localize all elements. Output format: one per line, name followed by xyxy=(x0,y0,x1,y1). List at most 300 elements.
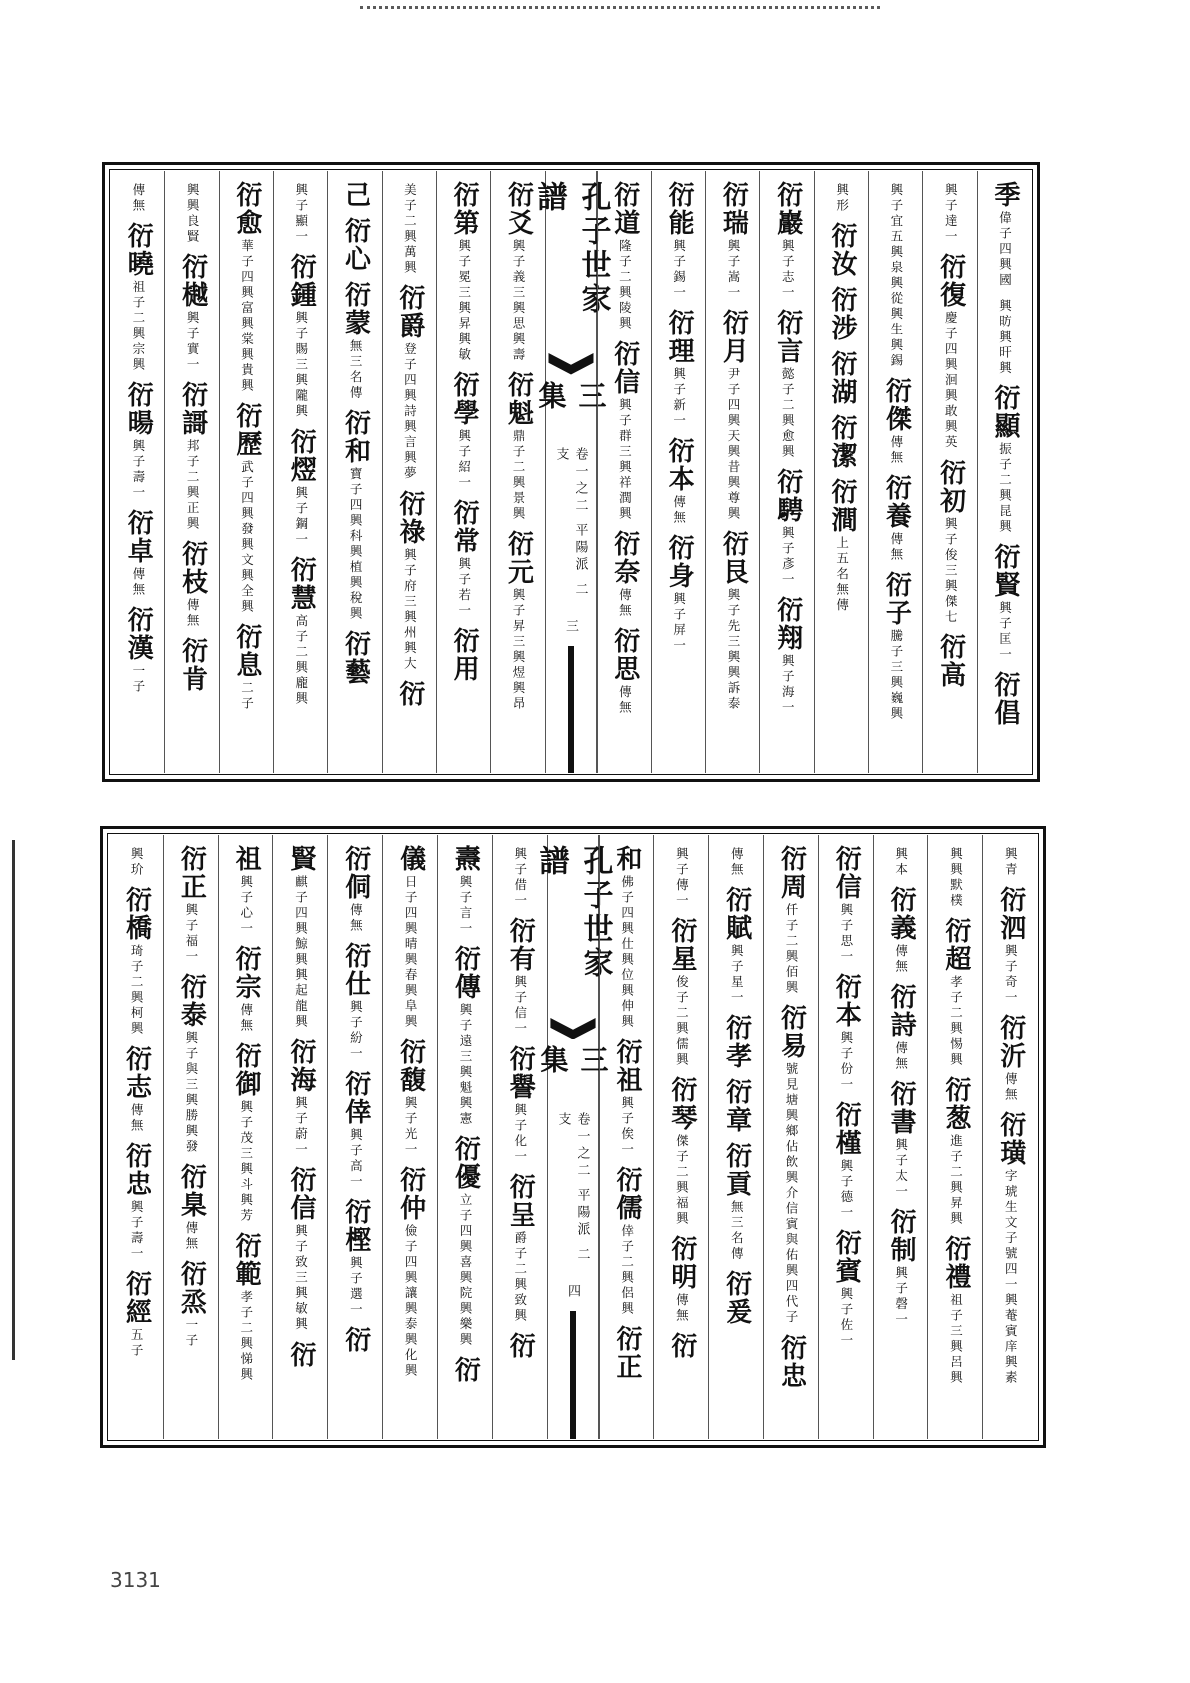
genealogy-entry xyxy=(776,845,807,996)
text-column xyxy=(977,171,1031,773)
text-column xyxy=(705,171,759,773)
descendant-note: 興子紹一 xyxy=(456,429,472,491)
person-name: 衍慧 xyxy=(286,555,317,612)
genealogy-entry xyxy=(611,627,638,716)
descendant-note: 傳無 xyxy=(893,1041,909,1072)
genealogy-entry xyxy=(450,1135,481,1348)
person-name: 衍奈 xyxy=(609,530,640,586)
descendant-note: 傑子二興福興 xyxy=(674,1134,690,1227)
genealogy-entry xyxy=(827,350,858,406)
person-name: 衍馥 xyxy=(395,1038,426,1094)
descendant-note: 興子高一 xyxy=(348,1128,364,1190)
descendant-note: 孝子二興悌興 xyxy=(238,1290,254,1383)
genealogy-entry xyxy=(123,606,154,695)
person-name: 衍賢 xyxy=(989,543,1020,599)
text-column xyxy=(218,835,273,1439)
person-name: 衍瑞 xyxy=(718,181,749,237)
person-name: 衍巖 xyxy=(772,181,803,237)
text-column xyxy=(708,835,763,1439)
descendant-note: 興子份一 xyxy=(838,1031,854,1093)
person-name: 衍理 xyxy=(664,309,695,365)
genealogy-entry xyxy=(886,1208,917,1328)
genealogy-entry xyxy=(505,1173,536,1324)
descendant-note: 隆子二興陵興 xyxy=(617,239,633,332)
descendant-note: 興子選一 xyxy=(348,1256,364,1318)
person-name: 衍爰 xyxy=(721,1270,752,1326)
person-name: 衍 xyxy=(340,1326,371,1354)
genealogy-entry xyxy=(233,623,260,712)
descendant-note: 懿子二興愈興 xyxy=(780,367,796,460)
genealogy-entry xyxy=(340,181,371,209)
genealogy-entry xyxy=(612,1325,643,1381)
descendant-note: 二子 xyxy=(239,681,255,712)
person-name: 衍譽 xyxy=(505,1045,536,1101)
person-name: 衍泗 xyxy=(995,886,1026,942)
genealogy-entry xyxy=(611,530,638,619)
person-name: 賢 xyxy=(285,845,316,873)
person-name: 衍熤 xyxy=(286,427,317,484)
person-name: 衍子 xyxy=(881,571,912,627)
person-name: 衍身 xyxy=(664,534,695,590)
person-name: 衍信 xyxy=(831,845,862,901)
folio-number: 四 xyxy=(565,1284,580,1302)
descendant-note: 興子俊三興傑七 xyxy=(943,516,959,625)
text-column xyxy=(219,171,273,773)
genealogy-entry xyxy=(286,555,317,707)
genealogy-entry xyxy=(396,680,423,708)
genealogy-entry xyxy=(943,181,957,245)
genealogy-entry xyxy=(287,1038,314,1158)
descendant-note: 興子昇三興煜興昂 xyxy=(511,588,527,712)
genealogy-entry xyxy=(612,1166,643,1317)
person-name: 衍翔 xyxy=(772,596,803,652)
descendant-note: 倖子二興侶興 xyxy=(619,1224,635,1317)
person-name: 衍魁 xyxy=(503,371,534,427)
descendant-note: 字琥生文子號四一興菴賓庠興素 xyxy=(1003,1169,1019,1386)
person-name: 衍正 xyxy=(176,845,207,901)
genealogy-entry xyxy=(449,627,480,683)
genealogy-entry xyxy=(505,1045,536,1165)
person-name: 衍泰 xyxy=(176,973,207,1029)
person-name: 衍優 xyxy=(450,1135,481,1191)
genealogy-entry xyxy=(942,1076,969,1227)
person-name: 衍星 xyxy=(666,917,697,973)
person-name: 衍湖 xyxy=(827,350,858,406)
person-name: 衍卓 xyxy=(123,509,154,565)
person-name: 衍忠 xyxy=(776,1333,807,1390)
descendant-note: 興子奇一 xyxy=(1003,944,1019,1006)
person-name: 衍復 xyxy=(935,253,966,309)
person-name: 衍汝 xyxy=(827,222,858,278)
descendant-note: 進子二興昇興 xyxy=(948,1134,964,1227)
descendant-note: 傳無 xyxy=(1003,1072,1019,1103)
person-name: 衍暘 xyxy=(123,381,154,437)
person-name: 衍志 xyxy=(121,1045,152,1101)
genealogy-entry xyxy=(881,474,912,563)
genealogy-entry xyxy=(287,1166,314,1333)
genealogy-entry xyxy=(395,1166,426,1379)
genealogy-entry xyxy=(340,281,371,401)
genealogy-entry xyxy=(177,540,208,629)
descendant-note: 興子嵩一 xyxy=(725,239,741,301)
genealogy-entry xyxy=(129,845,143,878)
descendant-note: 邦子二興正興 xyxy=(185,439,201,532)
genealogy-entry xyxy=(935,458,966,626)
book-title: 孔子世家譜 xyxy=(531,181,611,317)
descendant-note: 興子府三興州興大 xyxy=(402,547,418,672)
descendant-note: 仟子二興佰興 xyxy=(784,903,800,996)
genealogy-entry xyxy=(177,381,208,532)
person-name: 季 xyxy=(989,181,1020,209)
genealogy-entry xyxy=(176,1163,207,1252)
person-name: 衍初 xyxy=(935,458,966,515)
descendant-note: 偉子四興國 xyxy=(997,211,1013,289)
genealogy-entry xyxy=(130,181,144,214)
volume-branch-note: 卷一之二 平陽派 二支 xyxy=(553,447,588,600)
genealogy-entry xyxy=(721,1142,752,1262)
genealogy-entry xyxy=(991,384,1018,535)
descendant-note: 興昉興旰興 xyxy=(997,298,1013,376)
person-name: 衍心 xyxy=(340,217,371,273)
genealogy-entry xyxy=(287,1341,314,1369)
person-name: 衍制 xyxy=(886,1208,917,1264)
person-name: 衍貢 xyxy=(721,1142,752,1198)
genealogy-entry xyxy=(886,886,917,975)
genealogy-entry xyxy=(772,181,803,301)
genealogy-entry xyxy=(611,181,638,332)
person-name: 衍常 xyxy=(449,499,480,555)
genealogy-entry xyxy=(995,1014,1026,1103)
descendant-note: 傳無 xyxy=(185,598,201,629)
genealogy-entry xyxy=(827,478,858,614)
descendant-note: 興子匡一 xyxy=(997,601,1013,663)
genealogy-entry xyxy=(231,1042,262,1224)
genealogy-entry xyxy=(718,181,749,301)
descendant-note: 一子 xyxy=(183,1318,199,1349)
person-name: 衍 xyxy=(285,1340,316,1369)
genealogy-entry xyxy=(668,917,695,1068)
person-name: 衍謌 xyxy=(177,381,208,437)
genealogy-entry xyxy=(827,286,858,342)
descendant-note: 傳無 xyxy=(893,944,909,975)
descendant-note: 興子達一 xyxy=(943,183,959,245)
person-name: 衍書 xyxy=(886,1080,917,1136)
person-name: 衍璜 xyxy=(995,1111,1026,1167)
descendant-note: 興子思一 xyxy=(838,903,854,965)
book-title: 孔子世家譜 xyxy=(533,845,613,981)
descendant-note: 琦子二興柯興 xyxy=(129,944,145,1037)
person-name: 衍能 xyxy=(664,181,695,237)
text-column xyxy=(814,171,868,773)
descendant-note: 興子賜三興隴興 xyxy=(293,311,309,420)
person-name: 和 xyxy=(612,845,643,873)
descendant-note: 興子與三興勝興發 xyxy=(183,1031,199,1155)
person-name: 衍倡 xyxy=(989,671,1020,727)
descendant-note: 無三名傳 xyxy=(729,1200,745,1262)
person-name: 衍易 xyxy=(776,1004,807,1060)
person-name: 衍騁 xyxy=(772,468,803,524)
person-name: 祖 xyxy=(231,845,262,873)
genealogy-entry xyxy=(612,1038,643,1158)
descendant-note: 興子心一 xyxy=(238,875,254,937)
descendant-note: 興玠 xyxy=(129,847,145,878)
descendant-note: 興子俟一 xyxy=(619,1096,635,1158)
genealogy-entry xyxy=(121,1270,152,1359)
volume-branch-note: 卷一之二 平陽派 二支 xyxy=(555,1112,590,1265)
genealogy-entry xyxy=(834,181,848,214)
descendant-note: 興子福一 xyxy=(183,903,199,965)
genealogy-entry xyxy=(889,181,903,369)
genealogy-entry xyxy=(450,945,481,1127)
descendant-note: 上五名無傳 xyxy=(834,536,850,614)
text-column xyxy=(164,171,218,773)
descendant-note: 騰子三興巍興 xyxy=(888,629,904,722)
genealogy-entry xyxy=(729,845,743,878)
genealogy-page-lower xyxy=(100,826,1046,1448)
genealogy-entry xyxy=(668,1076,695,1227)
descendant-note: 傳無 xyxy=(238,1003,254,1034)
text-column xyxy=(922,171,976,773)
genealogy-entry xyxy=(340,630,371,686)
person-name: 衍超 xyxy=(940,917,971,973)
genealogy-entry xyxy=(827,414,858,470)
genealogy-entry xyxy=(721,1078,752,1134)
person-name: 衍海 xyxy=(285,1038,316,1094)
genealogy-entry xyxy=(991,543,1018,663)
text-column xyxy=(273,171,327,773)
descendant-note: 爵子二興致興 xyxy=(512,1231,528,1324)
text-column xyxy=(651,171,705,773)
descendant-note: 興子宜五興泉興從興生興錫 xyxy=(888,183,904,369)
genealogy-entry xyxy=(721,1270,752,1326)
text-column xyxy=(599,835,654,1439)
descendant-note: 麒子四興鯨興興起龍興 xyxy=(293,875,309,1030)
fold-bar xyxy=(568,646,574,773)
person-name: 衍仕 xyxy=(340,942,371,998)
descendant-note: 傳無 xyxy=(617,685,633,716)
person-name: 衍高 xyxy=(935,633,966,689)
person-name: 衍正 xyxy=(612,1325,643,1381)
person-name: 衍倖 xyxy=(340,1070,371,1126)
genealogy-entry xyxy=(176,1260,207,1349)
person-name: 衍第 xyxy=(449,181,480,237)
text-column xyxy=(382,835,437,1439)
descendant-note: 興子德一 xyxy=(838,1159,854,1221)
person-name: 衍賦 xyxy=(721,886,752,942)
text-column xyxy=(982,835,1037,1439)
genealogy-entry xyxy=(948,845,962,909)
person-name: 衍烝 xyxy=(176,1260,207,1316)
genealogy-entry xyxy=(123,509,154,598)
descendant-note: 興子實一 xyxy=(185,311,201,373)
descendant-note: 鼎子二興景興 xyxy=(511,429,527,522)
person-name: 衍 xyxy=(666,1332,697,1360)
genealogy-entry xyxy=(881,571,912,722)
descendant-note: 五子 xyxy=(129,1328,145,1359)
person-name: 衍葱 xyxy=(940,1076,971,1132)
genealogy-entry xyxy=(995,1111,1026,1386)
genealogy-entry xyxy=(772,468,803,588)
descendant-note: 慶子四興洄興敢興英 xyxy=(943,311,959,451)
genealogy-entry xyxy=(772,596,803,716)
person-name: 衍橋 xyxy=(121,886,152,942)
person-name: 衍呈 xyxy=(505,1173,536,1229)
text-column xyxy=(873,835,928,1439)
descendant-note: 傳無 xyxy=(674,1293,690,1324)
descendant-note: 興子化一 xyxy=(512,1103,528,1165)
fishtail-ornament-icon xyxy=(550,1018,596,1040)
text-column xyxy=(653,835,708,1439)
descendant-note: 傳無 xyxy=(348,903,364,934)
descendant-note: 無三名傳 xyxy=(348,339,364,401)
person-name: 衍鍾 xyxy=(286,253,317,309)
descendant-note: 興青 xyxy=(1003,847,1019,878)
person-name: 衍道 xyxy=(609,181,640,237)
genealogy-entry xyxy=(776,1004,807,1326)
person-name: 衍樫 xyxy=(340,1198,371,1254)
genealogy-entry xyxy=(1003,845,1017,878)
descendant-note: 儉子四興讓興泰興化興 xyxy=(403,1224,419,1379)
collection-label: 三集 xyxy=(536,1045,610,1077)
genealogy-entry xyxy=(287,845,314,1030)
descendant-note: 傳無 xyxy=(129,1103,145,1134)
person-name: 衍詩 xyxy=(886,983,917,1039)
scan-margin-rule xyxy=(12,840,15,1360)
person-name: 衍爵 xyxy=(394,284,425,340)
person-name: 衍孝 xyxy=(721,1014,752,1070)
descendant-note: 傳無 xyxy=(130,567,146,598)
genealogy-entry xyxy=(721,886,752,1006)
genealogy-entry xyxy=(935,633,966,689)
text-column xyxy=(382,171,436,773)
descendant-note: 興子壽一 xyxy=(129,1200,145,1262)
genealogy-entry xyxy=(827,222,858,278)
descendant-note: 興子致三興敏興 xyxy=(293,1224,309,1333)
descendant-note: 興子錫一 xyxy=(671,239,687,301)
person-name: 衍忠 xyxy=(121,1142,152,1198)
genealogy-entry xyxy=(450,845,481,937)
text-column xyxy=(763,835,818,1439)
genealogy-entry xyxy=(935,253,966,451)
descendant-note: 孝子二興惕興 xyxy=(948,975,964,1068)
descendant-note: 興子蔚一 xyxy=(293,1096,309,1158)
person-name: 衍爻 xyxy=(503,181,534,237)
descendant-note: 興子借一 xyxy=(512,847,528,909)
descendant-note: 興子屏一 xyxy=(671,592,687,654)
descendant-note: 興子太一 xyxy=(893,1138,909,1200)
descendant-note: 興子新一 xyxy=(671,367,687,429)
person-name: 衍元 xyxy=(503,530,534,586)
descendant-note: 興形 xyxy=(834,183,850,214)
descendant-note: 興子冕三興昇興敏 xyxy=(456,239,472,363)
text-column xyxy=(759,171,813,773)
person-name: 衍信 xyxy=(609,340,640,396)
genealogy-entry xyxy=(503,371,534,522)
person-name: 衍祿 xyxy=(394,489,425,546)
person-name: 衍明 xyxy=(666,1235,697,1291)
text-column xyxy=(272,835,327,1439)
genealogy-entry xyxy=(893,845,907,878)
genealogy-entry xyxy=(942,1235,969,1386)
person-name: 衍 xyxy=(450,1356,481,1384)
genealogy-entry xyxy=(512,845,526,909)
genealogy-entry xyxy=(395,845,426,1030)
genealogy-entry xyxy=(123,222,154,373)
descendant-note: 傳無 xyxy=(130,183,146,214)
descendant-note: 振子二興昆興 xyxy=(997,442,1013,535)
person-name: 衍宗 xyxy=(231,945,262,1001)
genealogy-entry xyxy=(831,845,862,965)
person-name: 衍琴 xyxy=(666,1076,697,1132)
descendant-note: 興子若一 xyxy=(456,557,472,619)
genealogy-entry xyxy=(176,845,207,965)
genealogy-entry xyxy=(233,181,260,394)
genealogy-entry xyxy=(942,917,969,1068)
person-name: 衍漢 xyxy=(123,606,154,662)
genealogy-entry xyxy=(396,284,423,482)
person-name: 衍侗 xyxy=(340,845,371,901)
genealogy-entry xyxy=(231,1232,262,1383)
text-column xyxy=(818,835,873,1439)
text-column xyxy=(327,171,381,773)
scan-residue-top xyxy=(360,6,880,23)
genealogy-entry xyxy=(721,1014,752,1070)
genealogy-entry xyxy=(664,437,695,526)
genealogy-entry xyxy=(121,1045,152,1134)
person-name: 衍曉 xyxy=(123,222,154,278)
person-name: 衍用 xyxy=(449,627,480,683)
genealogy-entry xyxy=(185,181,199,245)
genealogy-entry xyxy=(674,845,688,909)
genealogy-entry xyxy=(776,1333,807,1390)
descendant-note: 興本 xyxy=(893,847,909,878)
columns-upper xyxy=(111,171,1031,773)
genealogy-entry xyxy=(121,886,152,1037)
person-name: 衍藝 xyxy=(340,630,371,686)
text-column xyxy=(111,171,164,773)
genealogy-entry xyxy=(342,942,369,1062)
fishtail-ornament-icon xyxy=(548,353,594,375)
fold-bar xyxy=(570,1311,576,1439)
descendant-note: 號見塘興鄉佔飲興介信賓與佑興四代子 xyxy=(784,1062,800,1326)
genealogy-entry xyxy=(449,181,480,363)
descendant-note: 興子星一 xyxy=(729,944,745,1006)
descendant-note: 興子鋼一 xyxy=(293,485,309,548)
genealogy-entry xyxy=(664,309,695,429)
genealogy-entry xyxy=(123,381,154,501)
genealogy-entry xyxy=(991,671,1018,727)
person-name: 衍言 xyxy=(772,309,803,365)
descendant-note: 傳無 xyxy=(183,1221,199,1252)
person-name: 衍槿 xyxy=(831,1101,862,1157)
person-name: 衍學 xyxy=(449,371,480,427)
descendant-note: 登子四興詩興言興夢 xyxy=(402,342,418,482)
person-name: 衍儒 xyxy=(612,1166,643,1222)
person-name: 衍和 xyxy=(340,409,371,465)
person-name: 衍經 xyxy=(121,1270,152,1326)
genealogy-entry xyxy=(718,530,749,712)
person-name: 衍傳 xyxy=(450,945,481,1001)
person-name: 衍本 xyxy=(831,973,862,1029)
genealogy-entry xyxy=(664,534,695,654)
person-name: 衍枝 xyxy=(177,540,208,596)
person-name: 衍賓 xyxy=(831,1229,862,1285)
person-name: 衍仲 xyxy=(395,1166,426,1222)
genealogy-entry xyxy=(995,886,1026,1006)
text-column xyxy=(436,171,490,773)
descendant-note: 傳無 xyxy=(671,495,687,526)
genealogy-entry xyxy=(611,340,638,522)
